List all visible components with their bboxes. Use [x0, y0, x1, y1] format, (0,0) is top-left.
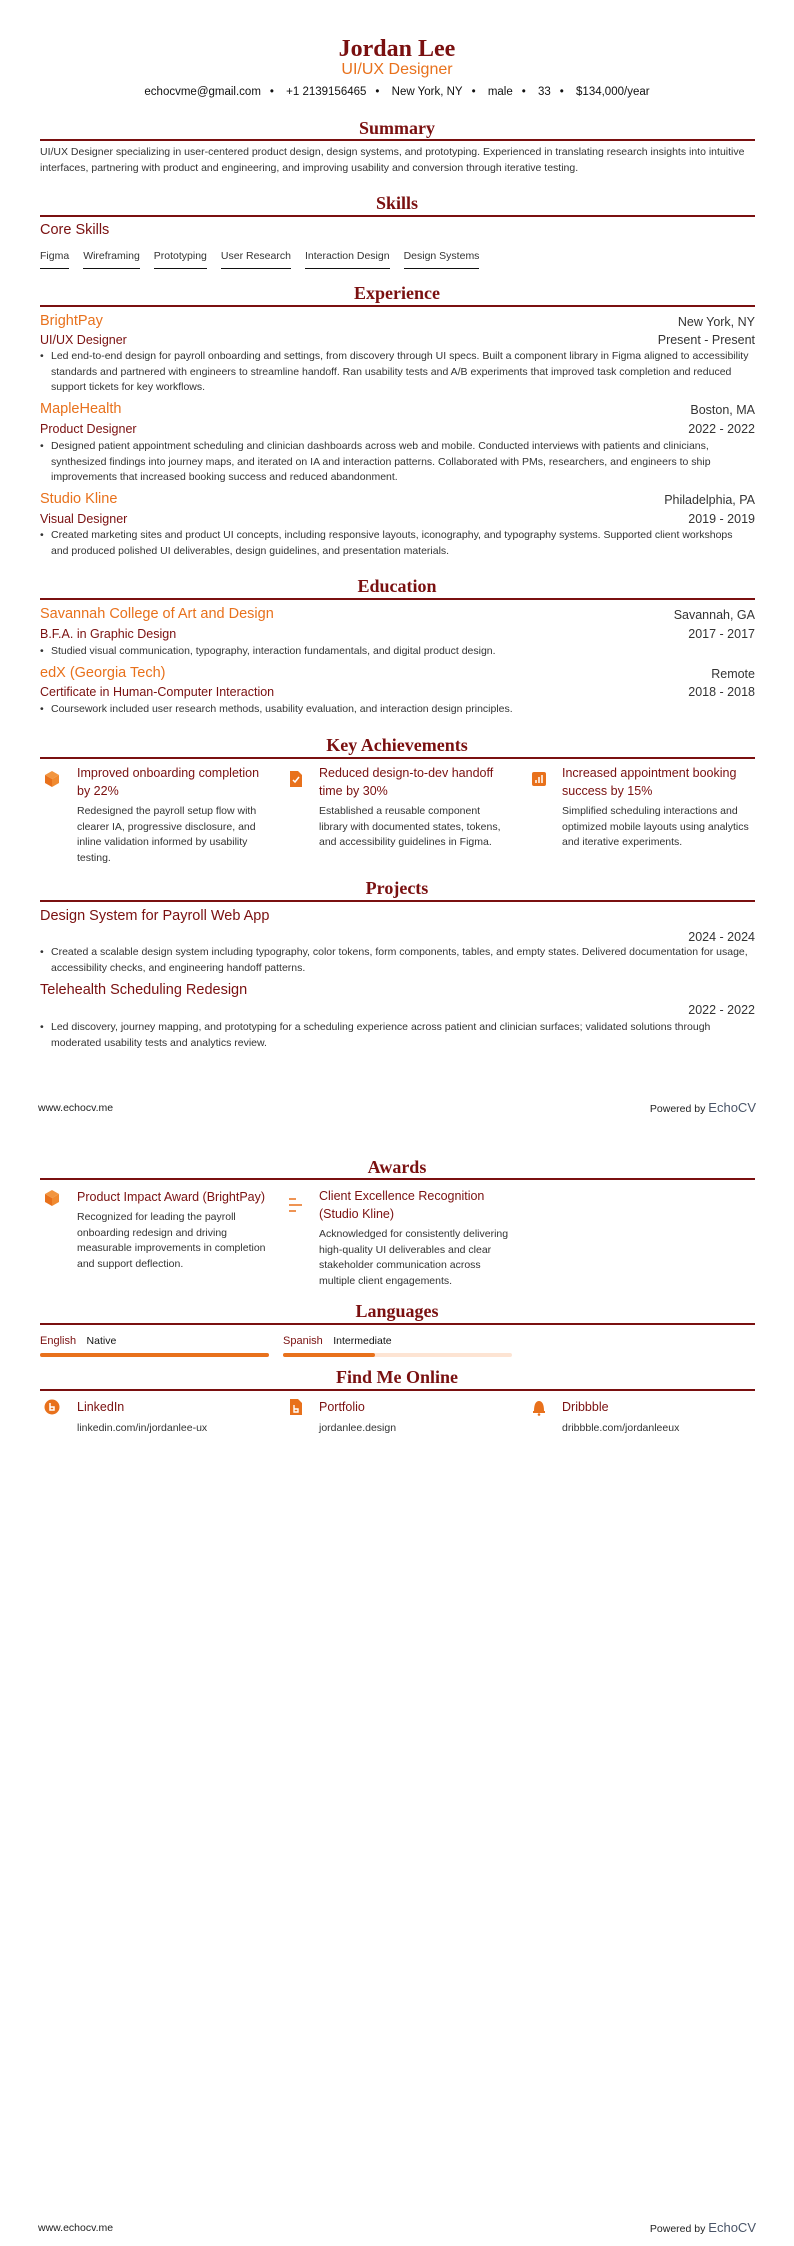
skill-tag: Figma: [40, 250, 69, 269]
online-link-name[interactable]: Dribbble: [562, 1400, 609, 1414]
footer-powered-by: [650, 2220, 756, 2235]
education-heading: Education: [357, 576, 437, 596]
job-location: Philadelphia, PA: [664, 493, 755, 507]
online-link-name[interactable]: LinkedIn: [77, 1400, 125, 1414]
online-link-name[interactable]: Portfolio: [319, 1400, 365, 1414]
online-link-url[interactable]: jordanlee.design: [319, 1422, 397, 1434]
divider: [40, 598, 755, 600]
divider: [40, 1323, 755, 1325]
company-name: Studio Kline: [40, 491, 118, 507]
divider: [40, 139, 755, 141]
school-location: Savannah, GA: [673, 608, 755, 622]
school-location: Remote: [711, 667, 755, 681]
online-link[interactable]: [319, 1398, 396, 1437]
summary-heading: Summary: [359, 118, 435, 138]
award-title: Client Excellence Recognition (Studio Kline): [319, 1189, 485, 1221]
skills-list: [40, 246, 493, 269]
achievement-title: Reduced design-to-dev handoff time by 30%: [319, 766, 494, 798]
language-level: Intermediate: [333, 1335, 392, 1347]
award-title: Product Impact Award (BrightPay): [77, 1190, 266, 1204]
company-name: BrightPay: [40, 313, 103, 329]
language-name: English: [40, 1335, 77, 1347]
contact-email[interactable]: echocvme@gmail.com: [144, 86, 261, 98]
award-item: [77, 1188, 277, 1272]
awards-heading: Awards: [367, 1157, 427, 1177]
achievement-item: [77, 764, 267, 866]
powered-by-label: Powered by: [649, 2223, 706, 2235]
divider: [40, 1389, 755, 1391]
contact-phone: +1 2139156465: [286, 86, 367, 98]
summary-text: UI/UX Designer specializing in user-centered product design, design systems, and prototyping. Experienced in translating research insights into intuitive interfaces, partnering with product and engineering, and improving usability and conversion through iterative testing.: [40, 146, 745, 174]
language-name: Spanish: [283, 1335, 323, 1347]
education-dates: 2018 - 2018: [688, 685, 755, 699]
award-desc: Acknowledged for consistently delivering high-quality UI deliverables and clear stakeholder communication across multiple client engagements.: [319, 1228, 509, 1287]
language-proficiency-fill: [283, 1353, 375, 1357]
bar-chart-icon: [531, 770, 547, 793]
achievement-title: Improved onboarding completion by 22%: [77, 766, 260, 798]
contact-gender: male: [487, 86, 513, 98]
project-name: Design System for Payroll Web App: [40, 908, 270, 924]
languages-heading: Languages: [355, 1301, 439, 1321]
language-item: [283, 1331, 512, 1357]
language-proficiency-bar: [40, 1353, 269, 1357]
award-item: [319, 1187, 509, 1289]
project-bullet: • Led discovery, journey mapping, and prototyping for a scheduling experience across patient and clinician surfaces; validated solutions through moderated usability tests and analytics review.: [40, 1020, 752, 1051]
online-link-url[interactable]: dribbble.com/jordanleeux: [562, 1422, 680, 1434]
language-proficiency-bar: [283, 1353, 512, 1357]
achievement-item: [562, 764, 757, 851]
list-icon: [288, 1196, 304, 1219]
job-location: Boston, MA: [690, 403, 755, 417]
skill-tag: Interaction Design: [305, 250, 390, 269]
skill-tag: Wireframing: [83, 250, 140, 269]
contact-line: echocvme@gmail.com • +1 2139156465 • New York, NY • male • 33 • $134,000/year: [144, 86, 650, 98]
award-desc: Recognized for leading the payroll onboarding redesign and driving measurable improvements in completion and support deflection.: [77, 1211, 266, 1270]
divider: [40, 900, 755, 902]
divider: [40, 305, 755, 307]
job-dates: 2022 - 2022: [688, 422, 755, 436]
achievement-item: [319, 764, 509, 851]
skill-tag: Design Systems: [404, 250, 480, 269]
linkedin-icon: [44, 1398, 60, 1421]
divider: [40, 757, 755, 759]
language-level: Native: [86, 1335, 117, 1347]
candidate-title: UI/UX Designer: [341, 61, 453, 78]
skill-tag: Prototyping: [154, 250, 207, 269]
job-location: New York, NY: [677, 315, 755, 329]
achievement-title: Increased appointment booking success by 15%: [562, 766, 737, 798]
language-item: [40, 1331, 269, 1357]
achievement-desc: Simplified scheduling interactions and optimized mobile layouts using analytics and iterative experiments.: [562, 805, 749, 848]
skill-tag: User Research: [221, 250, 291, 269]
achievement-desc: Redesigned the payroll setup flow with clearer IA, progressive disclosure, and inline validation informed by usability testing.: [77, 805, 257, 864]
degree: B.F.A. in Graphic Design: [40, 627, 177, 641]
document-check-icon: [288, 770, 304, 793]
cube-icon: [44, 1189, 60, 1212]
job-dates: Present - Present: [657, 333, 755, 347]
job-role: UI/UX Designer: [40, 333, 127, 347]
job-role: Visual Designer: [40, 512, 128, 526]
dribbble-icon: [531, 1398, 547, 1421]
divider: [40, 215, 755, 217]
portfolio-icon: [288, 1398, 304, 1421]
job-bullet: • Designed patient appointment scheduling and clinician dashboards across web and mobile. Conducted interviews with patients and clinicians, synthesized findings into journey maps, and iterated on IA and interaction patterns. Collaborated with PMs, researchers, and engineers to ship improvements that increased booking success and reduced abandonment.: [40, 439, 752, 486]
contact-salary: $134,000/year: [576, 86, 650, 98]
achievements-heading: Key Achievements: [326, 735, 468, 755]
language-proficiency-fill: [40, 1353, 269, 1357]
education-bullet: • Studied visual communication, typography, interaction fundamentals, and digital product design.: [40, 644, 752, 660]
divider: [40, 1178, 755, 1180]
online-link-url[interactable]: linkedin.com/in/jordanlee-ux: [77, 1422, 208, 1434]
footer-site-link[interactable]: www.echocv.me: [38, 1102, 114, 1114]
skills-group-title: Core Skills: [40, 222, 110, 238]
online-link[interactable]: [77, 1398, 207, 1437]
powered-by-label: Powered by: [649, 1103, 706, 1115]
project-name: Telehealth Scheduling Redesign: [40, 982, 248, 998]
experience-heading: Experience: [354, 283, 440, 303]
online-link[interactable]: [562, 1398, 679, 1437]
school-name: Savannah College of Art and Design: [40, 606, 274, 622]
echocv-brand[interactable]: EchoCV: [708, 1100, 756, 1115]
cube-icon: [44, 770, 60, 793]
footer-powered-by: [650, 1100, 756, 1115]
skills-heading: Skills: [375, 193, 419, 213]
online-heading: Find Me Online: [335, 1367, 458, 1387]
contact-location: New York, NY: [391, 86, 463, 98]
contact-age: 33: [538, 86, 551, 98]
project-dates: 2022 - 2022: [688, 1003, 755, 1017]
project-bullet: • Created a scalable design system including typography, color tokens, form components, tables, and empty states. Delivered documentation for usage, accessibility checks, and engineering handoff patterns.: [40, 945, 752, 976]
projects-heading: Projects: [365, 878, 429, 898]
footer-site-link[interactable]: www.echocv.me: [38, 2222, 114, 2234]
education-dates: 2017 - 2017: [688, 627, 755, 641]
degree: Certificate in Human-Computer Interaction: [40, 685, 275, 699]
job-role: Product Designer: [40, 422, 137, 436]
education-bullet: • Coursework included user research methods, usability evaluation, and interaction design principles.: [40, 702, 752, 718]
job-bullet: • Led end-to-end design for payroll onboarding and settings, from discovery through UI specs. Built a component library in Figma aligned to accessibility standards and partnered with engineers to streamline handoff. Ran usability tests and A/B experiments that improved task completion and reduced support tickets for key workflows.: [40, 349, 752, 396]
school-name: edX (Georgia Tech): [40, 665, 166, 681]
echocv-brand[interactable]: EchoCV: [708, 2220, 756, 2235]
project-dates: 2024 - 2024: [688, 930, 755, 944]
job-bullet: • Created marketing sites and product UI concepts, including responsive layouts, iconography, and typography systems. Supported client workshops and produced polished UI deliverables, design guidelines, and presentation materials.: [40, 528, 752, 559]
job-dates: 2019 - 2019: [688, 512, 755, 526]
candidate-name: Jordan Lee: [338, 36, 456, 62]
achievement-desc: Established a reusable component library with documented states, tokens, and accessibility guidelines in Figma.: [319, 805, 501, 848]
company-name: MapleHealth: [40, 401, 122, 417]
